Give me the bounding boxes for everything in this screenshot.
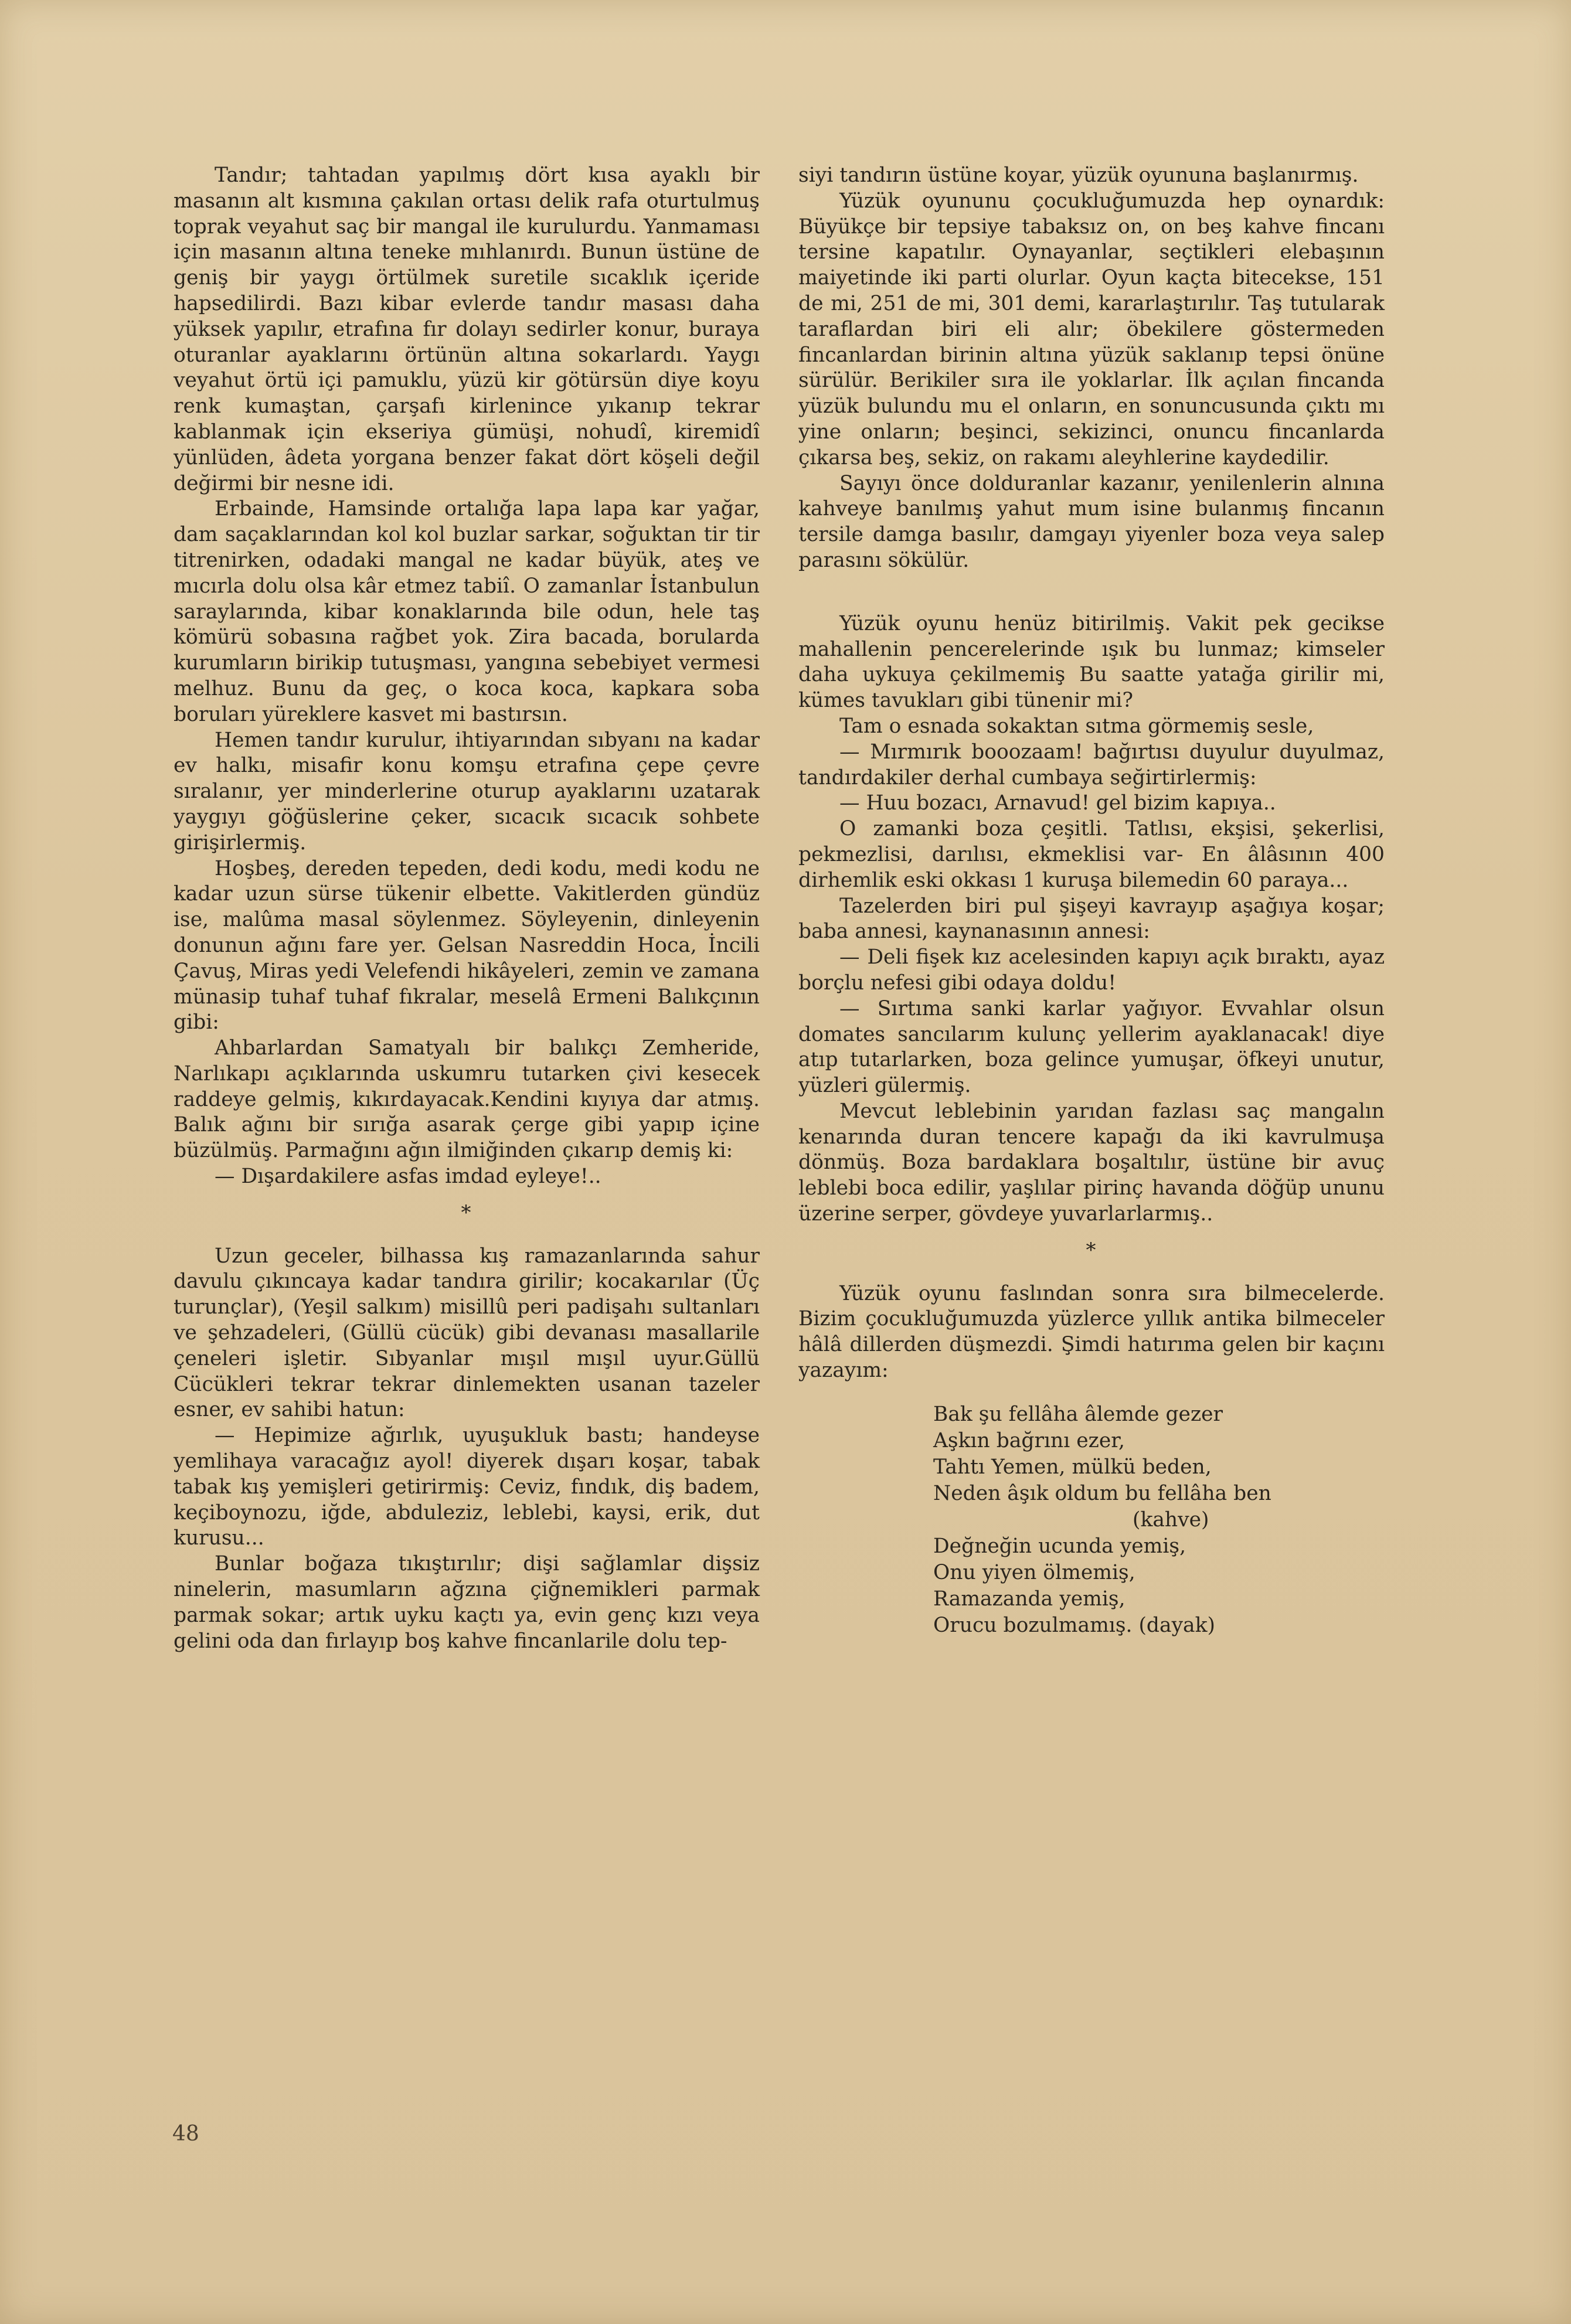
paragraph: — Mırmırık booozaam! bağırtısı duyulur duyulmaz, tandırdakiler derhal cumbaya seğirtirlermiş: (798, 740, 1385, 790)
poem-line: Bak şu fellâha âlemde gezer (933, 1402, 1223, 1426)
paragraph: Hoşbeş, dereden tepeden, dedi kodu, medi kodu ne kadar uzun sürse tükenir elbette. Vakitlerden gündüz ise, malûma masal söylenmez. Söyleyenin, dinleyenin donunun ağını fare yer. Gelsan Nasreddin Hoca, İncili Çavuş, Miras yedi Velefendi hikâyeleri, zemin ve zamana münasip tuhaf tuhaf fıkralar, meselâ Ermeni Balıkçının gibi: (174, 856, 760, 1035)
paragraph: Yüzük oyunu faslından sonra sıra bilmecelerde. Bizim çocukluğumuzda yüzlerce yıllık antika bilmeceler hâlâ dillerden düşmezdi. Şimdi hatırıma gelen bir kaçını yazayım: (798, 1281, 1385, 1383)
paragraph: Sayıyı önce dolduranlar kazanır, yenilenlerin alnına kahveye banılmış yahut mum isine bulanmış fincanın tersile damga basılır, damgayı yiyenler boza veya salep parasını sökülür. (798, 471, 1385, 572)
paragraph: Uzun geceler, bilhassa kış ramazanlarında sahur davulu çıkıncaya kadar tandıra girilir; kocakarılar (Üç turunçlar), (Yeşil salkım) misillû peri padişahı sultanları ve şehzadeleri, (Güllü cücük) gibi devanası masallarile çeneleri işletir. Sıbyanlar mışıl mışıl uyur.Güllü Cücükleri tekrar tekrar dinlemekten usanan tazeler esner, ev sahibi hatun: (174, 1244, 760, 1422)
poem-line: Onu yiyen ölmemiş, (933, 1560, 1135, 1584)
right-column (798, 163, 1385, 1639)
section-divider: * (461, 1200, 472, 1224)
poem-line: Neden âşık oldum bu fellâha ben (933, 1481, 1271, 1505)
paragraph: Yüzük oyunu henüz bitirilmiş. Vakit pek gecikse mahallenin pencerelerinde ışık bu lunmaz; kimseler daha uykuya çekilmemiş Bu saatte yatağa girilir mi, kümes tavukları gibi tünenir mi? (798, 611, 1385, 713)
poem-line: Ramazanda yemiş, (933, 1587, 1125, 1611)
paragraph: Ahbarlardan Samatyalı bir balıkçı Zemheride, Narlıkapı açıklarında uskumru tutarken çivi kesecek raddeye gelmiş, kıkırdayacak.Kendini kıyıya dar atmış. Balık ağını bir sırığa asarak çerge gibi yapıp içine büzülmüş. Parmağını ağın ilmiğinden çıkarıp demiş ki: (174, 1036, 760, 1163)
poem-line: (kahve) (1133, 1508, 1209, 1532)
section-divider: * (1086, 1238, 1097, 1262)
paragraph: Tam o esnada sokaktan sıtma görmemiş sesle, (839, 714, 1314, 738)
poem-line: Değneğin ucunda yemiş, (933, 1534, 1186, 1558)
riddle-poem (933, 1401, 1385, 1639)
paragraph-gap (798, 574, 1385, 611)
left-column (174, 163, 760, 1654)
paragraph: Tandır; tahtadan yapılmış dört kısa ayaklı bir masanın alt kısmına çakılan ortası delik rafa oturtulmuş toprak veyahut saç bir mangal ile kurulurdu. Yanmaması için masanın altına teneke mıhlanırdı. Bunun üstüne de geniş bir yaygı örtülmek suretile sıcaklık içeride hapsedilirdi. Bazı kibar evlerde tandır masası daha yüksek yapılır, etrafına fır dolayı sedirler konur, buraya oturanlar ayaklarını örtünün altına sokarlardı. Yaygı veyahut örtü içi pamuklu, yüzü kir götürsün diye koyu renk kumaştan, çarşafı kirlenince yıkanıp tekrar kablanmak için ekseriya gümüşi, nohudî, kiremidî yünlüden, âdeta yorgana benzer fakat dört köşeli değil değirmi bir nesne idi. (174, 164, 760, 495)
page-number: 48 (172, 2122, 199, 2146)
paragraph: — Hepimize ağırlık, uyuşukluk bastı; handeyse yemlihaya varacağız ayol! diyerek dışarı koşar, tabak tabak kış yemişleri getirirmiş: Ceviz, fındık, diş badem, keçiboynozu, iğde, abduleziz, leblebi, kaysi, erik, dut kurusu... (174, 1424, 760, 1550)
paragraph: Erbainde, Hamsinde ortalığa lapa lapa kar yağar, dam saçaklarından kol kol buzlar sarkar, soğuktan tir tir titrenirken, odadaki mangal ne kadar büyük, ateş ve mıcırla dolu olsa kâr etmez tabiî. O zamanlar İstanbulun saraylarında, kibar konaklarında bile odun, hele taş kömürü sobasına rağbet yok. Zira bacada, borularda kurumların birikip tutuşması, yangına sebebiyet vermesi melhuz. Bunu da geç, o koca koca, kapkara soba boruları yüreklere kasvet mi bastırsın. (174, 497, 760, 726)
poem-line: Aşkın bağrını ezer, (933, 1428, 1125, 1452)
paragraph: — Dışardakilere asfas imdad eyleye!.. (215, 1165, 601, 1189)
paragraph: — Huu bozacı, Arnavud! gel bizim kapıya.. (839, 791, 1276, 815)
paragraph: Hemen tandır kurulur, ihtiyarından sıbyanı na kadar ev halkı, misafir konu komşu etrafına çepe çevre sıralanır, yer minderlerine oturup ayaklarını uzatarak yaygıyı göğüslerine çeker, sıcacık sıcacık sohbete girişirlermiş. (174, 728, 760, 855)
paragraph: Tazelerden biri pul şişeyi kavrayıp aşağıya koşar; baba annesi, kaynanasının annesi: (798, 894, 1385, 944)
poem-line: Orucu bozulmamış. (dayak) (933, 1613, 1215, 1637)
paragraph: — Sırtıma sanki karlar yağıyor. Evvahlar olsun domates sancılarım kulunç yellerim ayaklanacak! diye atıp tutarlarken, boza gelince yumuşar, öfkeyi unutur, yüzleri gülermiş. (798, 996, 1385, 1098)
paragraph: O zamanki boza çeşitli. Tatlısı, ekşisi, şekerlisi, pekmezlisi, darılısı, ekmeklisi var- En âlâsının 400 dirhemlik eski okkası 1 kuruşa bilemedin 60 paraya... (798, 817, 1385, 892)
paragraph: siyi tandırın üstüne koyar, yüzük oyununa başlanırmış. (798, 164, 1359, 187)
paragraph: — Deli fişek kız acelesinden kapıyı açık bıraktı, ayaz borçlu nefesi gibi odaya doldu! (798, 945, 1385, 995)
paragraph: Yüzük oyununu çocukluğumuzda hep oynardık: Büyükçe bir tepsiye tabaksız on, on beş kahve fincanı tersine kapatılır. Oynayanlar, seçtikleri elebaşının maiyetinde iki parti olurlar. Oyun kaçta bitecekse, 151 de mi, 251 de mi, 301 demi, kararlaştırılır. Taş tutularak taraflardan biri eli alır; öbekilere göstermeden fincanlardan birinin altına yüzük saklanıp tepsi önüne sürülür. Berikiler sıra ile yoklarlar. İlk açılan fincanda yüzük bulundu mu el onların, en sonuncusunda çıktı mı yine onların; beşinci, sekizinci, onuncu fincanlarda çıkarsa beş, sekiz, on rakamı aleyhlerine kaydedilir. (798, 189, 1385, 469)
poem-line: Tahtı Yemen, mülkü beden, (933, 1455, 1212, 1479)
paragraph: Mevcut leblebinin yarıdan fazlası saç mangalın kenarında duran tencere kapağı da iki kavrulmuşa dönmüş. Boza bardaklara boşaltılır, üstüne bir avuç leblebi boca edilir, yaşlılar pirinç havanda döğüp ununu üzerine serper, gövdeye yuvarlarlarmış.. (798, 1099, 1385, 1226)
paragraph: Bunlar boğaza tıkıştırılır; dişi sağlamlar dişsiz ninelerin, masumların ağzına çiğnemikleri parmak parmak sokar; artık uyku kaçtı ya, evin genç kızı veya gelini oda dan fırlayıp boş kahve fincanlarile dolu tep- (174, 1552, 760, 1653)
